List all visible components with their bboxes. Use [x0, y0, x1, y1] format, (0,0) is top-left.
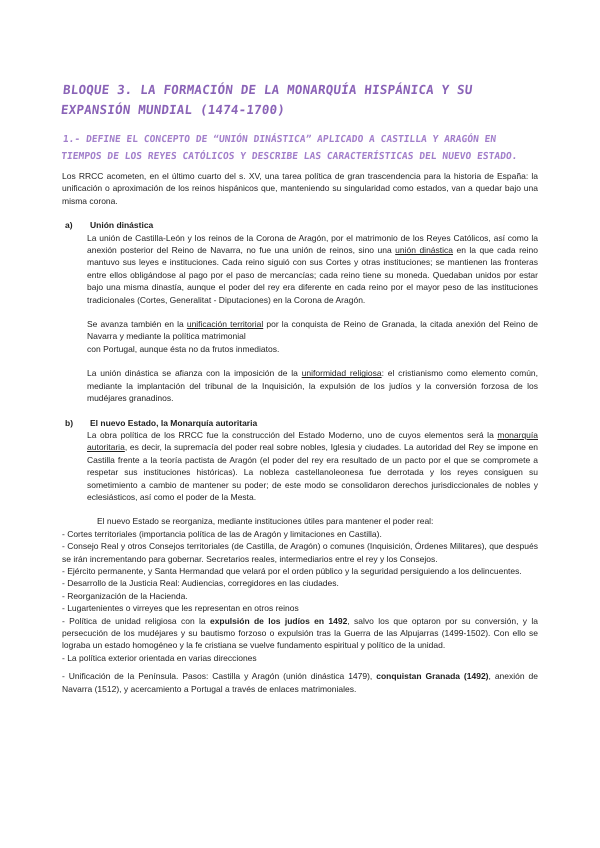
bold-term: expulsión de los judíos en 1492: [209, 615, 348, 626]
list-item: - Consejo Real y otros Consejos territoriales (de Castilla, de Aragón) o comunes (Inquisición, Órdenes Militares), que después se irán incrementando para gobernar. Secretarios reales, intermediarios entre el rey y los Consejos.: [62, 541, 538, 564]
intro-paragraph: Los RRCC acometen, en el último cuarto del s. XV, una tarea política de gran trascendencia para la historia de España: la unificación o aproximación de los reinos hispánicos que, manteniendo su singularidad como estados, van a quedar bajo una misma corona.: [62, 171, 538, 206]
list-item: - Reorganización de la Hacienda.: [62, 590, 188, 601]
underlined-term: uniformidad religiosa: [301, 368, 382, 379]
list-item: - Lugartenientes o virreyes que les representan en otros reinos: [62, 603, 299, 614]
section-b-body: [87, 429, 538, 503]
list-item: - Desarrollo de la Justicia Real: Audiencias, corregidores en las ciudades.: [62, 578, 339, 589]
underlined-term: unión dinástica: [395, 245, 453, 256]
section-a-letter: a): [65, 220, 73, 231]
section-a-paragraph-2: Se avanza también en la unificación territorial por la conquista de Reino de Granada, la citada anexión del Reino de Navarra y mediante la política matrimonial con Portugal, aunque ésta no da frutos inmediatos.: [87, 319, 538, 354]
section-b-title: El nuevo Estado, la Monarquía autoritaria: [90, 417, 258, 428]
section-a-title: Unión dinástica: [90, 220, 154, 231]
underlined-term: monarquía autoritaria: [87, 429, 538, 453]
bold-term: conquistan Granada (1492): [376, 671, 489, 682]
section-b-heading: [62, 417, 538, 429]
document-title: BLOQUE 3. LA FORMACIÓN DE LA MONARQUÍA HISPÁNICA Y SU EXPANSIÓN MUNDIAL (1474-1700): [60, 82, 474, 117]
section-b-paragraph-1: La obra política de los RRCC fue la construcción del Estado Moderno, uno de cuyos elementos será la monarquía autoritaria, es decir, la supremacía del poder real sobre nobles, Iglesia y ciudades. La autoridad del Rey se impone en Castilla frente a la teoría pactista de Aragón (el poder del rey era resultado de un pacto por el que se compromete a respetar sus instituciones históricas). La nobleza castellanoleonesa fue derrotada y los reyes consiguen su sometimiento a cambio de mantener su poder; de este modo se consolidaron derechos jurisdiccionales de nobles y eclesiásticos, así como el poder de la Mesta.: [87, 429, 538, 502]
list-item: - Unificación de la Península. Pasos: Castilla y Aragón (unión dinástica 1479), conquistan Granada (1492), anexión de Navarra (1512), y acercamiento a Portugal a través de enlaces matrimoniales.: [62, 671, 538, 694]
section-b-letter: b): [65, 417, 74, 428]
list-item: - Política de unidad religiosa con la expulsión de los judíos en 1492, salvo los que optaron por su conversión, y la persecución de los mudéjares y su bautismo forzoso o expulsión tras la Guerra de las Alpujarras (1499-1502). Con ello se lograba un estado homogéneo y la fe cristiana se vuelve fundamento espiritual y político de la unidad.: [62, 615, 538, 651]
list-item: - Ejército permanente, y Santa Hermandad que velará por el orden público y la seguridad persiguiendo a los delincuentes.: [62, 565, 522, 576]
list-item: - Cortes territoriales (importancia política de las de Aragón y limitaciones en Castilla).: [62, 528, 382, 539]
section-a-body: [87, 232, 538, 405]
institutions-lead: El nuevo Estado se reorganiza, mediante instituciones útiles para mantener el poder real:: [97, 516, 434, 527]
section-a-paragraph-1: La unión de Castilla-León y los reinos de la Corona de Aragón, por el matrimonio de los Reyes Católicos, así como la anexión posterior del Reino de Navarra, no fue una unión de reinos, sino una unión dinástica en la que cada reino mantuvo sus leyes e instituciones. Cada reino siguió con sus Cortes y otras instituciones; se mantienen las fronteras entre ellos obligándose al pago por el paso de mercancías; cada reino tiene su moneda. Quedaban unidos por estar bajo una misma dinastía, aunque el poder del rey era diferente en cada reino por el mayor peso de las instituciones tradicionales (Cortes, Generalitat - Diputaciones) en la Corona de Aragón.: [87, 232, 538, 305]
list-item: - La política exterior orientada en varias direcciones: [62, 652, 257, 663]
section-a-paragraph-3: La unión dinástica se afianza con la imposición de la uniformidad religiosa: el cristianismo como elemento común, mediante la implantación del tribunal de la Inquisición, la expulsión de los judíos y la conversión forzosa de los mudéjares granadinos.: [87, 368, 539, 404]
section-a-heading: [62, 219, 538, 231]
question-heading: 1.- DEFINE EL CONCEPTO DE “UNIÓN DINÁSTICA” APLICADO A CASTILLA Y ARAGÓN EN TIEMPOS DE LOS REYES CATÓLICOS Y DESCRIBE LAS CARACTERÍSTICAS DEL NUEVO ESTADO.: [60, 134, 518, 162]
underlined-term: unificación territorial: [186, 319, 264, 330]
